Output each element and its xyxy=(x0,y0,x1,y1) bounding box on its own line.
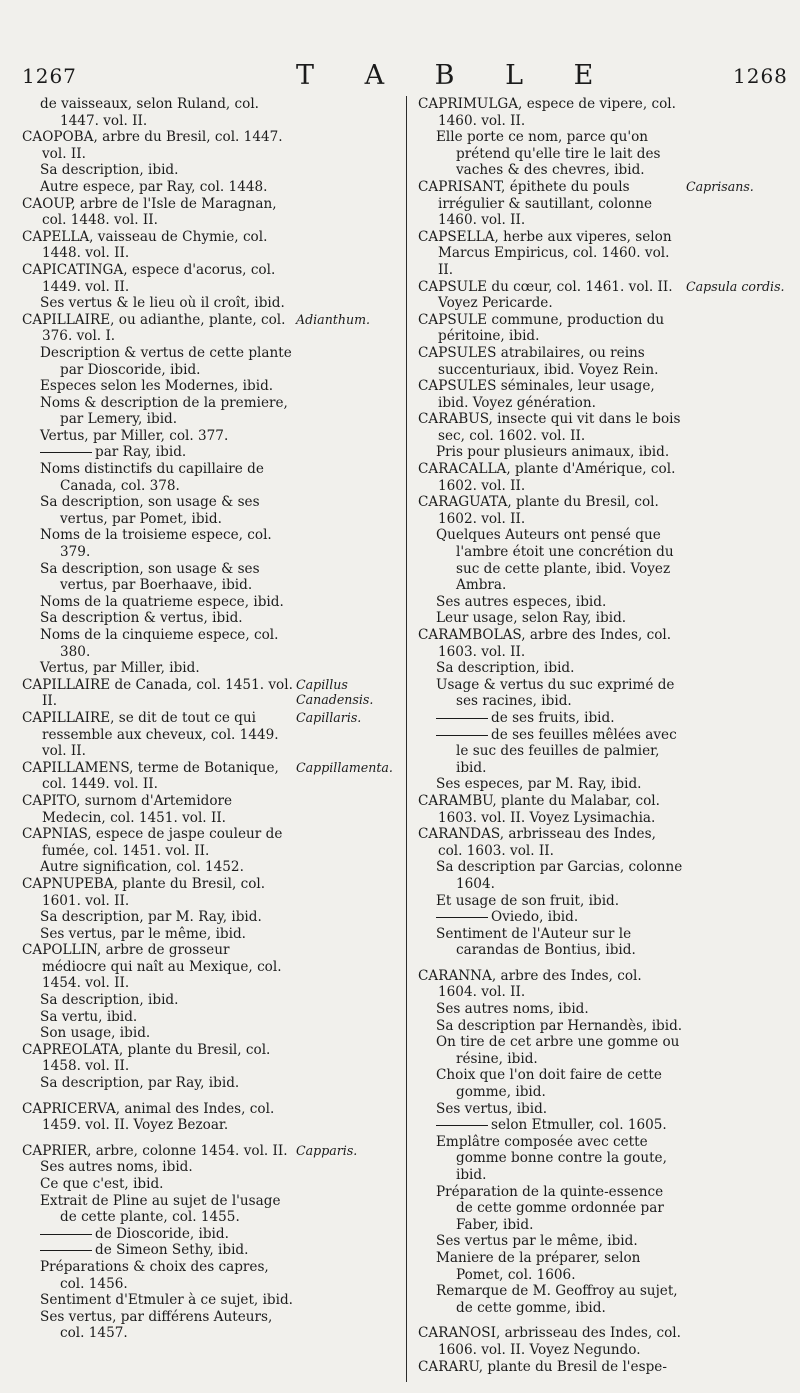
index-entry xyxy=(22,1075,400,1092)
entry-label: Son usage, ibid. xyxy=(40,1025,151,1042)
entry-label: CAPNIAS, espece de jaspe couleur de fumée, col. 1451. vol. II. xyxy=(22,826,283,859)
ditto-dash xyxy=(436,917,488,918)
entry-text xyxy=(418,776,684,793)
index-entry xyxy=(22,760,400,793)
index-entry xyxy=(22,1025,400,1042)
entry-label: CAPREOLATA, plante du Bresil, col. 1458. vol. II. xyxy=(22,1041,271,1075)
index-entry xyxy=(22,1242,400,1259)
entry-text xyxy=(22,760,294,793)
column-divider xyxy=(406,96,407,1382)
entry-label: CAPSELLA, herbe aux viperes, selon Marcus Empiricus, col. 1460. vol. II. xyxy=(418,228,672,278)
entry-text xyxy=(22,527,294,560)
entry-label: Sa vertu, ibid. xyxy=(40,1008,138,1025)
entry-text xyxy=(418,345,684,378)
ditto-dash xyxy=(40,1250,92,1251)
entry-text xyxy=(22,992,294,1009)
index-entry xyxy=(22,610,400,627)
index-entry xyxy=(418,859,790,892)
entry-text xyxy=(418,279,684,312)
ditto-dash xyxy=(436,1125,488,1126)
entry-text xyxy=(418,660,684,677)
entry-label: CARAMBU, plante du Malabar, col. 1603. vol. II. Voyez Lysimachia. xyxy=(418,792,660,826)
index-entry xyxy=(22,229,400,262)
entry-text xyxy=(418,610,684,627)
entry-text xyxy=(418,826,684,859)
entry-text xyxy=(418,1067,684,1100)
index-entry xyxy=(22,909,400,926)
ditto-dash xyxy=(436,718,488,719)
entry-text xyxy=(418,793,684,826)
index-entry xyxy=(418,968,790,1001)
entry-label: Maniere de la préparer, selon Pomet, col. 1606. xyxy=(436,1249,641,1283)
entry-text xyxy=(418,312,684,345)
index-entry xyxy=(418,1034,790,1067)
index-entry xyxy=(418,793,790,826)
index-entry xyxy=(418,1134,790,1184)
index-entry xyxy=(418,710,790,727)
entry-label: Remarque de M. Geoffroy au sujet, de cette gomme, ibid. xyxy=(436,1283,678,1316)
index-entry xyxy=(418,893,790,910)
index-entry xyxy=(418,279,790,312)
index-entry xyxy=(22,262,400,295)
index-entry xyxy=(22,129,400,162)
entry-label: Sa description, son usage & ses vertus, par Pomet, ibid. xyxy=(40,494,260,527)
latin-margin-note: Caprisans. xyxy=(686,178,754,194)
entry-label: Vertus, par Miller, ibid. xyxy=(40,660,200,677)
entry-text xyxy=(418,1134,684,1184)
entry-label: CARACALLA, plante d'Amérique, col. 1602. vol. II. xyxy=(418,461,676,494)
index-entry xyxy=(22,1042,400,1075)
entry-text xyxy=(418,594,684,611)
index-entry xyxy=(418,1184,790,1234)
index-entry xyxy=(418,129,790,179)
entry-text xyxy=(22,710,294,760)
entry-label: CAPRISANT, épithete du pouls irrégulier & sautillant, colonne 1460. vol. II. xyxy=(418,178,653,229)
entry-text xyxy=(22,378,294,395)
index-entry xyxy=(22,196,400,229)
entry-text xyxy=(22,196,294,229)
index-entry xyxy=(22,1101,400,1134)
index-entry xyxy=(418,411,790,444)
entry-label: CAPSULE du cœur, col. 1461. vol. II. Voyez Pericarde. xyxy=(418,278,673,312)
entry-text xyxy=(22,428,294,445)
entry-label: CAPITO, surnom d'Artemidore Medecin, col. 1451. vol. II. xyxy=(22,792,233,826)
entry-text xyxy=(22,1292,294,1309)
index-entry xyxy=(418,727,790,777)
entry-label: CARANDAS, arbrisseau des Indes, col. 1603. vol. II. xyxy=(418,826,656,859)
entry-text xyxy=(418,1233,684,1250)
entry-label: Sa description & vertus, ibid. xyxy=(40,610,243,627)
entry-text xyxy=(22,1159,294,1176)
entry-text xyxy=(22,129,294,162)
entry-text xyxy=(22,594,294,611)
index-entry xyxy=(22,494,400,527)
entry-text xyxy=(22,876,294,909)
entry-text xyxy=(22,229,294,262)
entry-label: CARANNA, arbre des Indes, col. 1604. vol. II. xyxy=(418,967,642,1001)
entry-label: Et usage de son fruit, ibid. xyxy=(436,892,620,909)
entry-label: Oviedo, ibid. xyxy=(491,909,579,926)
entry-label: Sentiment de l'Auteur sur le carandas de Bontius, ibid. xyxy=(436,925,636,959)
latin-margin-note: Capsula cordis. xyxy=(686,278,785,294)
index-entry xyxy=(22,312,400,345)
index-entry xyxy=(418,660,790,677)
index-entry xyxy=(22,594,400,611)
entry-text xyxy=(418,926,684,959)
entry-label: CAPILLAIRE, se dit de tout ce qui ressemble aux cheveux, col. 1449. vol. II. xyxy=(22,709,279,760)
index-entry xyxy=(22,162,400,179)
entry-text xyxy=(22,262,294,295)
running-title: T A B L E xyxy=(296,60,615,91)
index-entry xyxy=(22,876,400,909)
entry-text xyxy=(418,527,684,593)
entry-text xyxy=(22,627,294,660)
index-entry xyxy=(418,96,790,129)
entry-text xyxy=(22,1101,294,1134)
index-entry xyxy=(22,826,400,859)
entry-text xyxy=(418,968,684,1001)
index-entry xyxy=(22,295,400,312)
entry-label: Noms & description de la premiere, par Lemery, ibid. xyxy=(40,394,288,428)
entry-text xyxy=(418,1117,684,1134)
entry-label: Leur usage, selon Ray, ibid. xyxy=(436,610,627,627)
index-entry xyxy=(22,444,400,461)
index-entry xyxy=(22,992,400,1009)
index-entry xyxy=(418,1283,790,1316)
entry-text xyxy=(22,1226,294,1243)
entry-text xyxy=(22,461,294,494)
entry-label: Autre signification, col. 1452. xyxy=(40,859,244,876)
entry-text xyxy=(418,677,684,710)
entry-label: CAPICATINGA, espece d'acorus, col. 1449. vol. II. xyxy=(22,261,276,295)
entry-label: Sa description, son usage & ses vertus, par Boerhaave, ibid. xyxy=(40,560,260,594)
entry-label: Ses vertus, par différens Auteurs, col. 1457. xyxy=(40,1308,273,1342)
index-entry xyxy=(22,428,400,445)
entry-text xyxy=(418,96,684,129)
entry-label: Ses autres especes, ibid. xyxy=(436,593,607,610)
entry-label: Ses vertus, par le même, ibid. xyxy=(40,925,246,942)
entry-label: CAPOLLIN, arbre de grosseur médiocre qui naît au Mexique, col. 1454. vol. II. xyxy=(22,942,282,992)
entry-text xyxy=(22,395,294,428)
entry-label: CARANOSI, arbrisseau des Indes, col. 1606. vol. II. Voyez Negundo. xyxy=(418,1325,681,1358)
entry-label: Ses autres noms, ibid. xyxy=(436,1001,589,1018)
index-entry xyxy=(418,909,790,926)
latin-margin-note: Adianthum. xyxy=(296,311,371,327)
entry-text xyxy=(22,1259,294,1292)
entry-label: Noms de la quatrieme espece, ibid. xyxy=(40,593,284,610)
entry-text xyxy=(418,444,684,461)
index-entry xyxy=(418,1117,790,1134)
entry-label: Sentiment d'Etmuler à ce sujet, ibid. xyxy=(40,1292,293,1309)
right-column xyxy=(418,96,790,1375)
entry-text xyxy=(418,909,684,926)
entry-label: de vaisseaux, selon Ruland, col. 1447. vol. II. xyxy=(40,96,260,129)
entry-label: Autre espece, par Ray, col. 1448. xyxy=(40,178,268,195)
index-entry xyxy=(22,395,400,428)
entry-text xyxy=(22,660,294,677)
entry-label: Ses vertus, ibid. xyxy=(436,1100,548,1117)
entry-label: CAPNUPEBA, plante du Bresil, col. 1601. vol. II. xyxy=(22,875,266,909)
entry-label: Ce que c'est, ibid. xyxy=(40,1176,164,1192)
entry-label: CARAGUATA, plante du Bresil, col. 1602. vol. II. xyxy=(418,494,659,527)
entry-text xyxy=(22,677,294,710)
index-entry xyxy=(418,776,790,793)
entry-label: Vertus, par Miller, col. 377. xyxy=(40,427,229,444)
entry-label: CAPRIER, arbre, colonne 1454. vol. II. xyxy=(22,1142,288,1159)
entry-label: Noms de la troisieme espece, col. 379. xyxy=(40,527,272,561)
entry-label: Noms distinctifs du capillaire de Canada, col. 378. xyxy=(40,461,264,494)
index-entry xyxy=(22,1193,400,1226)
index-entry xyxy=(22,1259,400,1292)
entry-text xyxy=(22,793,294,826)
index-entry xyxy=(418,444,790,461)
index-entry xyxy=(418,312,790,345)
entry-text xyxy=(418,411,684,444)
entry-label: Préparation de la quinte-essence de cette gomme ordonnée par Faber, ibid. xyxy=(436,1183,664,1233)
entry-label: Elle porte ce nom, parce qu'on prétend qu'elle tire le lait des vaches & des chevres, ibid. xyxy=(436,129,661,179)
entry-text xyxy=(22,561,294,594)
index-entry xyxy=(418,229,790,279)
entry-label: CAOPOBA, arbre du Bresil, col. 1447. vol. II. xyxy=(22,129,283,162)
entry-text xyxy=(22,909,294,926)
entry-label: Sa description, par Ray, ibid. xyxy=(40,1075,240,1092)
entry-text xyxy=(418,1250,684,1283)
entry-text xyxy=(418,1001,684,1018)
entry-text xyxy=(22,1025,294,1042)
entry-text xyxy=(22,1193,294,1226)
entry-label: Préparations & choix des capres, col. 1456. xyxy=(40,1258,269,1292)
entry-text xyxy=(418,129,684,179)
entry-text xyxy=(22,312,294,345)
entry-label: Description & vertus de cette plante par Dioscoride, ibid. xyxy=(40,344,292,378)
entry-label: Ses vertus & le lieu où il croît, ibid. xyxy=(40,295,285,312)
entry-text xyxy=(22,1242,294,1259)
index-entry xyxy=(418,378,790,411)
index-entry xyxy=(22,1226,400,1243)
entry-label: Ses vertus par le même, ibid. xyxy=(436,1233,638,1250)
entry-label: Sa description, ibid. xyxy=(40,992,179,1009)
index-entry xyxy=(22,378,400,395)
entry-text xyxy=(22,162,294,179)
index-entry xyxy=(22,345,400,378)
index-entry xyxy=(22,527,400,560)
entry-label: Usage & vertus du suc exprimé de ses racines, ibid. xyxy=(436,676,675,710)
entry-text xyxy=(22,179,294,196)
index-entry xyxy=(418,1101,790,1118)
index-entry xyxy=(418,1325,790,1358)
index-entry xyxy=(22,793,400,826)
entry-label: Sa description, par M. Ray, ibid. xyxy=(40,909,262,926)
index-entry xyxy=(22,1176,400,1193)
index-entry xyxy=(22,1309,400,1342)
entry-label: CAPELLA, vaisseau de Chymie, col. 1448. vol. II. xyxy=(22,228,268,262)
entry-label: CARABUS, insecte qui vit dans le bois sec, col. 1602. vol. II. xyxy=(418,411,681,444)
index-entry xyxy=(22,677,400,710)
entry-text xyxy=(418,1359,684,1376)
entry-label: CAPRIMULGA, espece de vipere, col. 1460. vol. II. xyxy=(418,96,676,129)
entry-label: de Simeon Sethy, ibid. xyxy=(95,1242,249,1259)
entry-text xyxy=(22,1042,294,1075)
entry-label: de Dioscoride, ibid. xyxy=(95,1225,229,1242)
page-header xyxy=(0,60,800,96)
latin-margin-note: Capillus Canadensis. xyxy=(296,676,374,707)
entry-label: Quelques Auteurs ont pensé que l'ambre étoit une concrétion du suc de cette plante, ibid. Voyez Ambra. xyxy=(436,527,674,594)
entry-label: On tire de cet arbre une gomme ou résine, ibid. xyxy=(436,1034,680,1067)
index-entry xyxy=(418,461,790,494)
index-entry xyxy=(22,1292,400,1309)
index-entry xyxy=(418,826,790,859)
entry-label: CAPILLAIRE de Canada, col. 1451. vol. II. xyxy=(22,676,293,710)
index-entry xyxy=(418,179,790,229)
index-entry xyxy=(418,345,790,378)
entry-text xyxy=(22,1075,294,1092)
index-entry xyxy=(418,1359,790,1376)
entry-text xyxy=(418,727,684,777)
entry-text xyxy=(418,893,684,910)
entry-text xyxy=(22,1309,294,1342)
entry-text xyxy=(418,1283,684,1316)
entry-text xyxy=(22,1143,294,1160)
index-entry xyxy=(22,942,400,992)
index-entry xyxy=(418,1018,790,1035)
entry-text xyxy=(22,942,294,992)
entry-label: CAPRICERVA, animal des Indes, col. 1459. vol. II. Voyez Bezoar. xyxy=(22,1100,275,1134)
index-entry xyxy=(22,561,400,594)
index-entry xyxy=(22,1159,400,1176)
index-entry xyxy=(22,710,400,760)
entry-label: par Ray, ibid. xyxy=(95,444,187,461)
entry-label: de ses fruits, ibid. xyxy=(491,709,615,726)
index-entry xyxy=(418,1250,790,1283)
entry-label: Sa description par Hernandès, ibid. xyxy=(436,1017,683,1034)
entry-label: CARAMBOLAS, arbre des Indes, col. 1603. vol. II. xyxy=(418,627,672,660)
index-entry xyxy=(418,677,790,710)
index-entry xyxy=(22,660,400,677)
index-entry xyxy=(418,1001,790,1018)
entry-label: Sa description par Garcias, colonne 1604. xyxy=(436,859,683,892)
entry-label: Especes selon les Modernes, ibid. xyxy=(40,378,274,395)
entry-text xyxy=(22,345,294,378)
entry-text xyxy=(418,710,684,727)
index-entry xyxy=(418,1067,790,1100)
entry-label: CAPILLAMENS, terme de Botanique, col. 1449. vol. II. xyxy=(22,759,279,793)
entry-text xyxy=(22,1009,294,1026)
index-entry xyxy=(22,1143,400,1160)
entry-label: Choix que l'on doit faire de cette gomme, ibid. xyxy=(436,1067,662,1101)
entry-text xyxy=(22,444,294,461)
index-entry xyxy=(418,926,790,959)
entry-text xyxy=(22,859,294,876)
ditto-dash xyxy=(40,1234,92,1235)
entry-text xyxy=(418,494,684,527)
index-entry xyxy=(22,627,400,660)
ditto-dash xyxy=(436,735,488,736)
entry-text xyxy=(418,1101,684,1118)
index-entry xyxy=(418,594,790,611)
entry-text xyxy=(418,1325,684,1358)
entry-label: Sa description, ibid. xyxy=(40,162,179,179)
index-entry xyxy=(418,527,790,593)
entry-text xyxy=(22,826,294,859)
index-entry xyxy=(418,494,790,527)
page-number-left: 1267 xyxy=(22,64,77,88)
entry-label: CAPSULE commune, production du péritoine, ibid. xyxy=(418,311,665,345)
entry-text xyxy=(418,1184,684,1234)
entry-text xyxy=(418,1018,684,1035)
entry-text xyxy=(418,1034,684,1067)
entry-label: Sa description, ibid. xyxy=(436,660,575,677)
entry-text xyxy=(22,1176,294,1193)
index-entry xyxy=(22,96,400,129)
index-entry xyxy=(418,610,790,627)
entry-label: Extrait de Pline au sujet de l'usage de cette plante, col. 1455. xyxy=(40,1192,281,1226)
entry-label: CAPSULES séminales, leur usage, ibid. Voyez génération. xyxy=(418,378,655,411)
entry-text xyxy=(22,96,294,129)
entry-label: CAOUP, arbre de l'Isle de Maragnan, col. 1448. vol. II. xyxy=(22,195,277,229)
entry-text xyxy=(418,859,684,892)
entry-label: de ses feuilles mêlées avec le suc des feuilles de palmier, ibid. xyxy=(456,726,677,776)
index-entry xyxy=(418,1233,790,1250)
entry-text xyxy=(418,179,684,229)
entry-label: Pris pour plusieurs animaux, ibid. xyxy=(436,444,670,461)
entry-text xyxy=(22,610,294,627)
entry-text xyxy=(22,494,294,527)
entry-text xyxy=(418,378,684,411)
index-entry xyxy=(22,859,400,876)
entry-label: Ses especes, par M. Ray, ibid. xyxy=(436,776,642,793)
entry-text xyxy=(418,229,684,279)
index-entry xyxy=(22,1009,400,1026)
index-entry xyxy=(22,461,400,494)
entry-label: selon Etmuller, col. 1605. xyxy=(491,1117,667,1134)
latin-margin-note: Capillaris. xyxy=(296,709,362,725)
page-number-right: 1268 xyxy=(733,64,788,88)
index-entry xyxy=(418,627,790,660)
entry-text xyxy=(418,461,684,494)
entry-text xyxy=(22,295,294,312)
entry-text xyxy=(22,926,294,943)
ditto-dash xyxy=(40,452,92,453)
entry-label: CAPILLAIRE, ou adianthe, plante, col. 376. vol. I. xyxy=(22,311,286,345)
latin-margin-note: Cappillamenta. xyxy=(296,759,393,775)
index-entry xyxy=(22,926,400,943)
entry-label: CAPSULES atrabilaires, ou reins succenturiaux, ibid. Voyez Rein. xyxy=(418,344,659,378)
latin-margin-note: Capparis. xyxy=(296,1142,358,1158)
entry-label: Ses autres noms, ibid. xyxy=(40,1159,193,1176)
entry-label: Emplâtre composée avec cette gomme bonne contre la goute, ibid. xyxy=(436,1133,667,1183)
entry-label: Noms de la cinquieme espece, col. 380. xyxy=(40,627,279,660)
index-entry xyxy=(22,179,400,196)
entry-text xyxy=(418,627,684,660)
entry-label: CARARU, plante du Bresil de l'espe- xyxy=(418,1358,667,1375)
left-column xyxy=(22,96,400,1342)
